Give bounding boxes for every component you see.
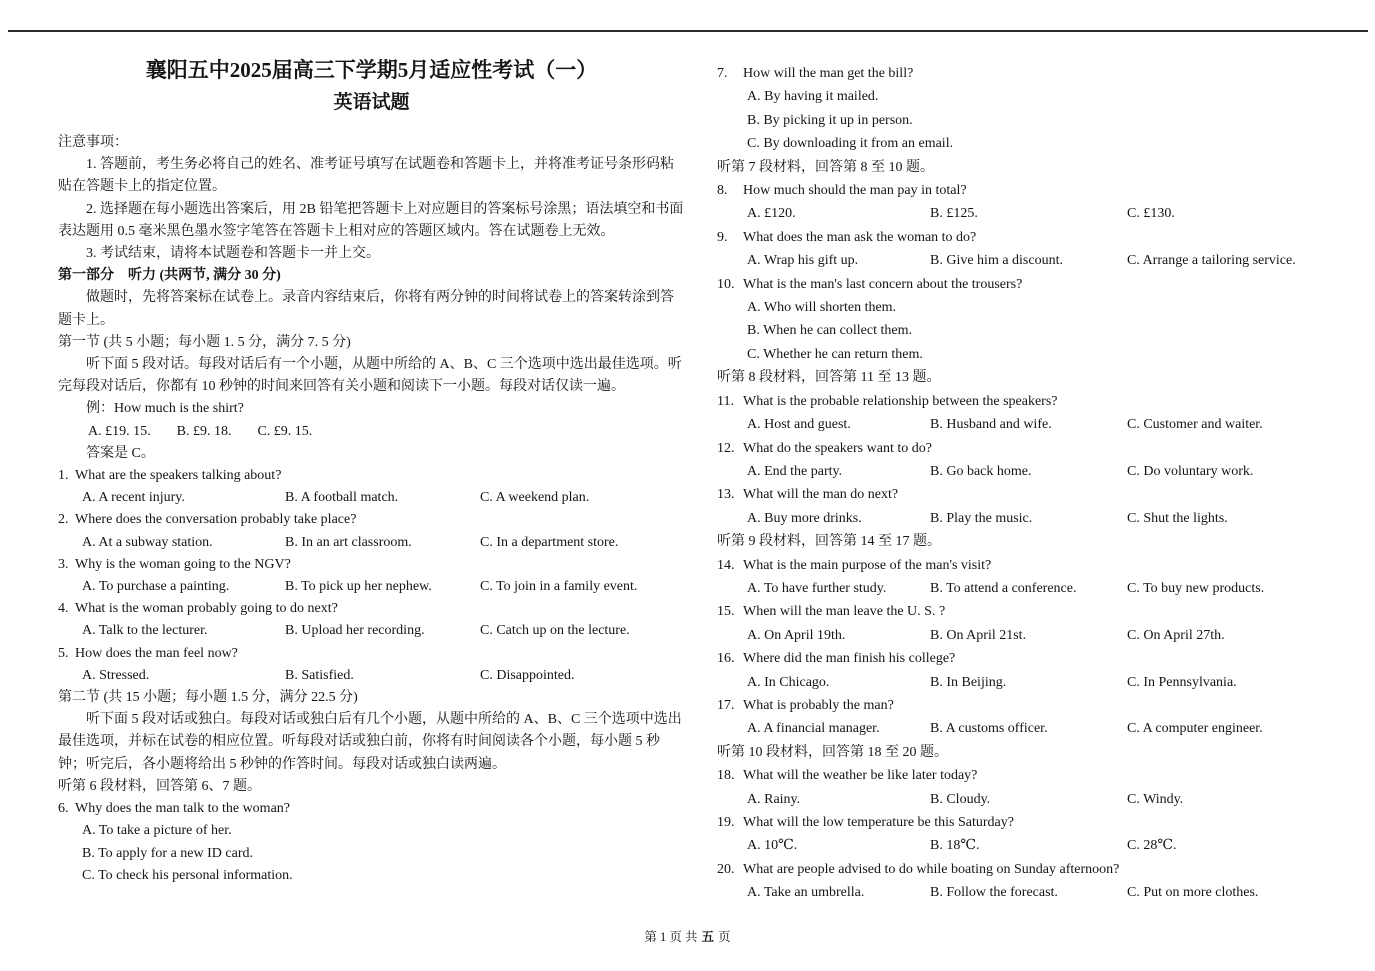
material-note-6: 听第 6 段材料，回答第 6、7 题。 [58,778,261,794]
option: C. Put on more clothes. [1127,885,1259,901]
option: B. By picking it up in person. [747,112,913,128]
example-answer: 答案是 C。 [86,445,155,461]
option: A. A financial manager. [747,721,880,737]
question-number: 17. [717,697,735,713]
question-line [717,483,1332,506]
question-line [717,179,1332,202]
question-4 [58,598,685,642]
exam-sheet [58,50,1332,905]
option: A. £120. [747,206,796,222]
question-number: 3. [58,556,69,572]
question-stem: What is the probable relationship between the speakers? [743,393,1058,409]
option: C. Do voluntary work. [1127,463,1254,479]
option: C. On April 27th. [1127,627,1225,643]
option: B. To pick up her nephew. [285,579,432,595]
question-line [717,273,1332,296]
question-line [717,554,1332,577]
option: B. Go back home. [930,463,1032,479]
option: B. To apply for a new ID card. [82,845,253,861]
question-number: 4. [58,601,69,617]
option: B. £9. 18. [176,423,232,439]
question-19 [717,811,1332,858]
options [58,532,685,554]
example-stem: 例：How much is the shirt? [86,401,244,417]
option: B. Give him a discount. [930,253,1063,269]
option: A. Stressed. [82,667,150,683]
material-note-8: 听第 8 段材料，回答第 11 至 13 题。 [717,370,941,386]
options [58,620,685,642]
notice-heading: 注意事项： [58,135,128,150]
option: C. A weekend plan. [480,490,590,506]
options [717,249,1332,272]
top-rule [8,30,1368,32]
option: A. £19. 15. [88,423,151,439]
question-line [717,811,1332,834]
notice-item-3: 3. 考试结束，请将本试题卷和答题卡一并上交。 [86,246,380,262]
page-footer [0,927,1375,945]
question-number: 9. [717,229,728,245]
question-stem: When will the man leave the U. S. ? [743,604,946,620]
question-number: 1. [58,468,69,484]
question-number: 15. [717,604,735,620]
question-line [717,437,1332,460]
question-stem: Where did the man finish his college? [743,651,956,667]
option: B. A customs officer. [930,721,1048,737]
right-column-blocks [717,62,1332,905]
option: C. In a department store. [480,534,619,550]
options [717,507,1332,530]
option: A. To purchase a painting. [82,579,230,595]
question-15 [717,600,1332,647]
question-stem: What will the low temperature be this Saturday? [743,815,1014,830]
option: A. To have further study. [747,580,887,596]
question-stem: What are the speakers talking about? [75,468,282,484]
question-13 [717,483,1332,530]
options [717,881,1332,904]
question-number: 14. [717,557,735,573]
option: A. Buy more drinks. [747,510,862,526]
question-number: 20. [717,861,735,877]
question-20 [717,858,1332,905]
question-line [58,798,685,820]
right-column [717,50,1332,905]
question-stem: Why does the man talk to the woman? [75,801,290,817]
question-18 [717,764,1332,811]
question-stem: What is probably the man? [743,697,894,713]
question-14 [717,554,1332,601]
question-7 [717,62,1332,156]
question-line [58,598,685,620]
option: C. Shut the lights. [1127,510,1228,526]
question-stem: What will the man do next? [743,487,899,503]
option: C. £130. [1127,206,1175,222]
option: A. End the party. [747,463,843,479]
question-stem: What will the weather be like later today? [743,768,978,784]
part-one-note: 做题时，先将答案标在试卷上。录音内容结束后，你将有两分钟的时间将试卷上的答案转涂到答题卡上。 [58,290,674,328]
question-number: 16. [717,651,735,667]
option: C. £9. 15. [257,423,313,439]
question-line [717,858,1332,881]
options [717,577,1332,600]
option: A. Wrap his gift up. [747,253,859,269]
option: A. On April 19th. [747,627,846,643]
example-options [58,421,685,443]
options [717,296,1332,366]
question-11 [717,390,1332,437]
question-line [58,509,685,531]
question-stem: Where does the conversation probably take place? [75,512,357,528]
option: C. Whether he can return them. [747,346,923,362]
material-note-9: 听第 9 段材料，回答第 14 至 17 题。 [717,534,941,550]
question-2 [58,509,685,553]
question-16 [717,647,1332,694]
options [717,788,1332,811]
option: B. Cloudy. [930,791,991,807]
option: A. Who will shorten them. [747,300,897,316]
option: C. To buy new products. [1127,580,1265,596]
question-stem: What is the main purpose of the man's visit? [743,557,992,573]
material-note-7: 听第 7 段材料，回答第 8 至 10 题。 [717,159,934,175]
question-stem: Why is the woman going to the NGV? [75,556,291,572]
section-one-note: 听下面 5 段对话。每段对话后有一个小题，从题中所给的 A、B、C 三个选项中选出最佳选项。听完每段对话后，你都有 10 秒钟的时间来回答有关小题和阅读下一小题。每段对话仅读一遍。 [58,357,682,395]
options [717,834,1332,857]
question-stem: How much should the man pay in total? [743,183,967,199]
option: A. Talk to the lecturer. [82,623,208,639]
question-stem: What are people advised to do while boating on Sunday afternoon? [743,861,1120,877]
left-column-blocks [58,132,685,887]
option: A. By having it mailed. [747,89,879,105]
options [717,717,1332,740]
notice-item-2: 2. 选择题在每小题选出答案后，用 2B 铅笔把答题卡上对应题目的答案标号涂黑；语法填空和书面表达题用 0.5 毫米黑色墨水签字笔答在答题卡上相对应的答题区域内。答在试题卷上无效。 [58,201,684,239]
options [717,202,1332,225]
option: B. On April 21st. [930,627,1027,643]
part-one-heading: 第一部分 听力 (共两节, 满分 30 分) [58,268,281,284]
option: C. To check his personal information. [82,867,293,883]
material-note-10: 听第 10 段材料，回答第 18 至 20 题。 [717,744,948,760]
question-3 [58,554,685,598]
option: B. When he can collect them. [747,323,912,339]
section-one-heading: 第一节 (共 5 小题；每小题 1. 5 分，满分 7. 5 分) [58,334,351,350]
question-17 [717,694,1332,741]
option: A. Take an umbrella. [747,885,865,901]
question-6 [58,798,685,887]
option: C. Arrange a tailoring service. [1127,253,1296,269]
question-line [58,465,685,487]
question-line [717,390,1332,413]
option: C. Disappointed. [480,667,575,683]
question-10 [717,273,1332,367]
option: B. 18℃. [930,838,980,854]
option: A. Rainy. [747,791,801,807]
question-line [717,764,1332,787]
option: A. To take a picture of her. [82,823,232,839]
question-stem: What is the man's last concern about the trousers? [743,276,1023,292]
options [58,576,685,598]
question-number: 2. [58,512,69,528]
option: A. A recent injury. [82,490,185,506]
question-line [717,226,1332,249]
question-9 [717,226,1332,273]
question-line [717,62,1332,85]
option: B. Play the music. [930,510,1033,526]
section-two-heading: 第二节 (共 15 小题；每小题 1.5 分，满分 22.5 分) [58,690,358,706]
question-number: 12. [717,440,735,456]
question-number: 5. [58,645,69,661]
option: A. Host and guest. [747,417,851,433]
option: C. Windy. [1127,791,1184,807]
question-5 [58,643,685,687]
option: B. In an art classroom. [285,534,412,550]
question-number: 7. [717,66,728,81]
question-number: 6. [58,801,69,817]
options [717,460,1332,483]
options [58,665,685,687]
options [717,624,1332,647]
section-two-note: 听下面 5 段对话或独白。每段对话或独白后有几个小题，从题中所给的 A、B、C 三个选项中选出最佳选项，并标在试卷的相应位置。听每段对话或独白前，你将有时间阅读各个小题，每小题 5 秒钟；听完后，各小题将给出 5 秒钟的作答时间。每段对话或独白读两遍。 [58,712,682,772]
option: C. A computer engineer. [1127,721,1263,737]
page-footer-suffix: 页 [718,930,731,944]
option: B. Upload her recording. [285,623,425,639]
option: C. Catch up on the lecture. [480,623,630,639]
options [717,671,1332,694]
option: B. Husband and wife. [930,417,1052,433]
options [717,85,1332,155]
question-number: 13. [717,487,735,503]
option: C. 28℃. [1127,838,1177,854]
options [717,413,1332,436]
left-column [58,50,685,905]
option: B. £125. [930,206,978,222]
option: B. Follow the forecast. [930,885,1058,901]
question-line [717,647,1332,670]
option: A. At a subway station. [82,534,213,550]
question-8 [717,179,1332,226]
question-number: 19. [717,815,735,830]
options [58,487,685,509]
page-footer-prefix: 第 1 页 共 [644,930,698,944]
options [58,820,685,887]
question-line [717,694,1332,717]
question-stem: What do the speakers want to do? [743,440,932,456]
option: C. In Pennsylvania. [1127,674,1237,690]
notice-item-1: 1. 答题前，考生务必将自己的姓名、准考证号填写在试题卷和答题卡上，并将准考证号条形码粘贴在答题卡上的指定位置。 [58,157,674,195]
option: C. By downloading it from an email. [747,136,954,152]
question-line [717,600,1332,623]
option: B. A football match. [285,490,399,506]
option: B. To attend a conference. [930,580,1077,596]
question-stem: What is the woman probably going to do next? [75,601,338,617]
question-stem: What does the man ask the woman to do? [743,229,977,245]
option: A. 10℃. [747,838,798,854]
option: C. Customer and waiter. [1127,417,1263,433]
option: C. To join in a family event. [480,579,638,595]
option: A. In Chicago. [747,674,830,690]
question-line [58,643,685,665]
exam-title: 襄阳五中2025届高三下学期5月适应性考试（一） [145,58,598,82]
option: B. In Beijing. [930,674,1007,690]
question-stem: How does the man feel now? [75,645,238,661]
exam-subtitle: 英语试题 [333,92,410,113]
page-footer-total: 五 [701,930,715,944]
question-number: 8. [717,183,728,199]
question-12 [717,437,1332,484]
question-number: 11. [717,393,734,409]
question-line [58,554,685,576]
question-stem: How will the man get the bill? [743,66,914,81]
option: B. Satisfied. [285,667,354,683]
question-1 [58,465,685,509]
question-number: 10. [717,276,735,292]
question-number: 18. [717,768,735,784]
